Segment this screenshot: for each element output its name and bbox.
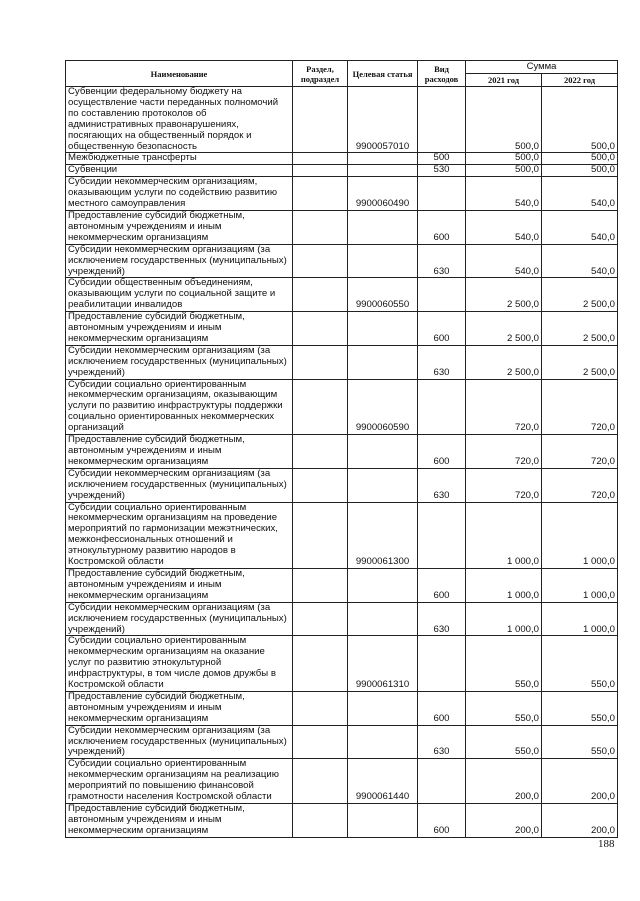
row-kind: 600: [418, 691, 466, 725]
row-section: [293, 502, 348, 568]
row-section: [293, 568, 348, 602]
row-name: Субсидии некоммерческим организациям (за исключением государственных (муниципальных) учреждений): [66, 602, 293, 636]
row-sum-2022: 540,0: [542, 244, 618, 278]
table-row: [66, 379, 618, 435]
row-section: [293, 210, 348, 244]
row-sum-2022: 540,0: [542, 177, 618, 211]
row-name: Субсидии некоммерческим организациям (за исключением государственных (муниципальных) учреждений): [66, 725, 293, 759]
row-target: [348, 345, 418, 379]
table-row: [66, 468, 618, 502]
header-sum: Сумма: [466, 61, 618, 74]
row-sum-2021: 200,0: [466, 804, 542, 838]
table-row: [66, 345, 618, 379]
row-sum-2022: 1 000,0: [542, 502, 618, 568]
row-section: [293, 804, 348, 838]
row-target: 9900061300: [348, 502, 418, 568]
row-kind: 600: [418, 435, 466, 469]
row-target: [348, 153, 418, 165]
row-kind: 530: [418, 165, 466, 177]
table-row: [66, 87, 618, 153]
row-section: [293, 636, 348, 692]
row-sum-2021: 550,0: [466, 725, 542, 759]
row-section: [293, 87, 348, 153]
row-sum-2021: 200,0: [466, 759, 542, 804]
row-sum-2021: 540,0: [466, 177, 542, 211]
header-year-2022: 2022 год: [542, 74, 618, 87]
row-target: [348, 804, 418, 838]
row-target: 9900061440: [348, 759, 418, 804]
row-kind: 630: [418, 725, 466, 759]
table-row: [66, 804, 618, 838]
table-row: [66, 759, 618, 804]
row-sum-2022: 540,0: [542, 210, 618, 244]
row-sum-2021: 540,0: [466, 210, 542, 244]
table-row: [66, 278, 618, 312]
row-sum-2021: 500,0: [466, 87, 542, 153]
row-kind: [418, 759, 466, 804]
table-row: [66, 568, 618, 602]
row-sum-2022: 720,0: [542, 435, 618, 469]
row-sum-2022: 500,0: [542, 153, 618, 165]
row-kind: [418, 87, 466, 153]
row-section: [293, 345, 348, 379]
row-sum-2021: 540,0: [466, 244, 542, 278]
row-section: [293, 278, 348, 312]
row-sum-2022: 2 500,0: [542, 312, 618, 346]
table-row: [66, 244, 618, 278]
row-sum-2022: 500,0: [542, 165, 618, 177]
row-section: [293, 759, 348, 804]
table-header: [66, 61, 618, 87]
row-sum-2022: 550,0: [542, 636, 618, 692]
row-sum-2021: 500,0: [466, 165, 542, 177]
row-target: [348, 568, 418, 602]
row-section: [293, 725, 348, 759]
page-number: 188: [598, 838, 615, 850]
row-section: [293, 312, 348, 346]
row-target: 9900060550: [348, 278, 418, 312]
table-body: [66, 87, 618, 838]
row-target: [348, 312, 418, 346]
row-kind: [418, 278, 466, 312]
row-target: 9900061310: [348, 636, 418, 692]
row-sum-2021: 1 000,0: [466, 502, 542, 568]
row-kind: [418, 636, 466, 692]
table-row: [66, 165, 618, 177]
row-sum-2021: 500,0: [466, 153, 542, 165]
row-name: Предоставление субсидий бюджетным, автономным учреждениям и иным некоммерческим организациям: [66, 691, 293, 725]
row-name: Предоставление субсидий бюджетным, автономным учреждениям и иным некоммерческим организациям: [66, 312, 293, 346]
table-row: [66, 725, 618, 759]
row-name: Субсидии некоммерческим организациям, оказывающим услуги по содействию развитию местного самоуправления: [66, 177, 293, 211]
row-section: [293, 468, 348, 502]
table-row: [66, 177, 618, 211]
row-target: 9900060490: [348, 177, 418, 211]
row-target: [348, 602, 418, 636]
row-sum-2022: 720,0: [542, 468, 618, 502]
row-target: [348, 165, 418, 177]
row-name: Субсидии социально ориентированным некоммерческим организациям на реализацию мероприятий по повышению финансовой грамотности населения Костромской области: [66, 759, 293, 804]
row-sum-2021: 720,0: [466, 468, 542, 502]
row-name: Субвенции: [66, 165, 293, 177]
row-kind: 600: [418, 804, 466, 838]
row-target: [348, 691, 418, 725]
row-kind: 600: [418, 312, 466, 346]
row-sum-2021: 550,0: [466, 636, 542, 692]
row-name: Субсидии некоммерческим организациям (за исключением государственных (муниципальных) учреждений): [66, 345, 293, 379]
row-section: [293, 153, 348, 165]
row-section: [293, 435, 348, 469]
row-sum-2021: 1 000,0: [466, 568, 542, 602]
row-target: [348, 435, 418, 469]
row-sum-2022: 2 500,0: [542, 278, 618, 312]
row-name: Субсидии социально ориентированным некоммерческим организациям, оказывающим услуги по развитию инфраструктуры поддержки социально ориентированных некоммерческих организаций: [66, 379, 293, 435]
row-kind: 630: [418, 602, 466, 636]
row-sum-2021: 550,0: [466, 691, 542, 725]
header-kind: Вид расходов: [418, 61, 466, 87]
row-kind: [418, 379, 466, 435]
table-row: [66, 636, 618, 692]
row-sum-2021: 720,0: [466, 379, 542, 435]
row-name: Субсидии некоммерческим организациям (за исключением государственных (муниципальных) учреждений): [66, 468, 293, 502]
table-row: [66, 435, 618, 469]
table-row: [66, 502, 618, 568]
row-kind: 600: [418, 568, 466, 602]
row-section: [293, 691, 348, 725]
row-target: [348, 210, 418, 244]
row-section: [293, 602, 348, 636]
row-sum-2022: 1 000,0: [542, 602, 618, 636]
row-section: [293, 244, 348, 278]
table-row: [66, 210, 618, 244]
row-kind: [418, 177, 466, 211]
row-sum-2021: 2 500,0: [466, 345, 542, 379]
row-sum-2022: 2 500,0: [542, 345, 618, 379]
header-name: Наименование: [66, 61, 293, 87]
row-target: 9900057010: [348, 87, 418, 153]
row-name: Субсидии общественным объединениям, оказывающим услуги по социальной защите и реабилитации инвалидов: [66, 278, 293, 312]
row-kind: 500: [418, 153, 466, 165]
row-kind: 600: [418, 210, 466, 244]
row-target: [348, 725, 418, 759]
row-name: Межбюджетные трансферты: [66, 153, 293, 165]
row-name: Предоставление субсидий бюджетным, автономным учреждениям и иным некоммерческим организациям: [66, 435, 293, 469]
row-sum-2022: 1 000,0: [542, 568, 618, 602]
row-name: Субвенции федеральному бюджету на осуществление части переданных полномочий по составлению протоколов об административных правонарушениях, посягающих на общественный порядок и общественную безопасность: [66, 87, 293, 153]
row-kind: [418, 502, 466, 568]
row-target: [348, 244, 418, 278]
row-name: Предоставление субсидий бюджетным, автономным учреждениям и иным некоммерческим организациям: [66, 568, 293, 602]
row-sum-2022: 550,0: [542, 691, 618, 725]
row-name: Предоставление субсидий бюджетным, автономным учреждениям и иным некоммерческим организациям: [66, 804, 293, 838]
header-target: Целевая статья: [348, 61, 418, 87]
row-kind: 630: [418, 345, 466, 379]
row-section: [293, 379, 348, 435]
row-section: [293, 177, 348, 211]
row-sum-2022: 550,0: [542, 725, 618, 759]
table-row: [66, 312, 618, 346]
table-row: [66, 691, 618, 725]
row-name: Субсидии социально ориентированным некоммерческим организациям на проведение мероприятий по гармонизации межэтнических, межконфессиональных отношений и этнокультурному развитию народов в Костромской области: [66, 502, 293, 568]
row-kind: 630: [418, 244, 466, 278]
row-sum-2022: 720,0: [542, 379, 618, 435]
row-sum-2022: 200,0: [542, 759, 618, 804]
row-sum-2022: 200,0: [542, 804, 618, 838]
table-row: [66, 153, 618, 165]
row-kind: 630: [418, 468, 466, 502]
row-name: Субсидии некоммерческим организациям (за исключением государственных (муниципальных) учреждений): [66, 244, 293, 278]
row-sum-2022: 500,0: [542, 87, 618, 153]
row-target: [348, 468, 418, 502]
row-sum-2021: 1 000,0: [466, 602, 542, 636]
header-year-2021: 2021 год: [466, 74, 542, 87]
table-row: [66, 602, 618, 636]
row-target: 9900060590: [348, 379, 418, 435]
row-name: Субсидии социально ориентированным некоммерческим организациям на оказание услуг по развитию этнокультурной инфраструктуры, в том числе домов дружбы в Костромской области: [66, 636, 293, 692]
budget-table: [65, 60, 618, 838]
row-sum-2021: 720,0: [466, 435, 542, 469]
header-section: Раздел, подраздел: [293, 61, 348, 87]
row-name: Предоставление субсидий бюджетным, автономным учреждениям и иным некоммерческим организациям: [66, 210, 293, 244]
row-sum-2021: 2 500,0: [466, 278, 542, 312]
row-section: [293, 165, 348, 177]
row-sum-2021: 2 500,0: [466, 312, 542, 346]
